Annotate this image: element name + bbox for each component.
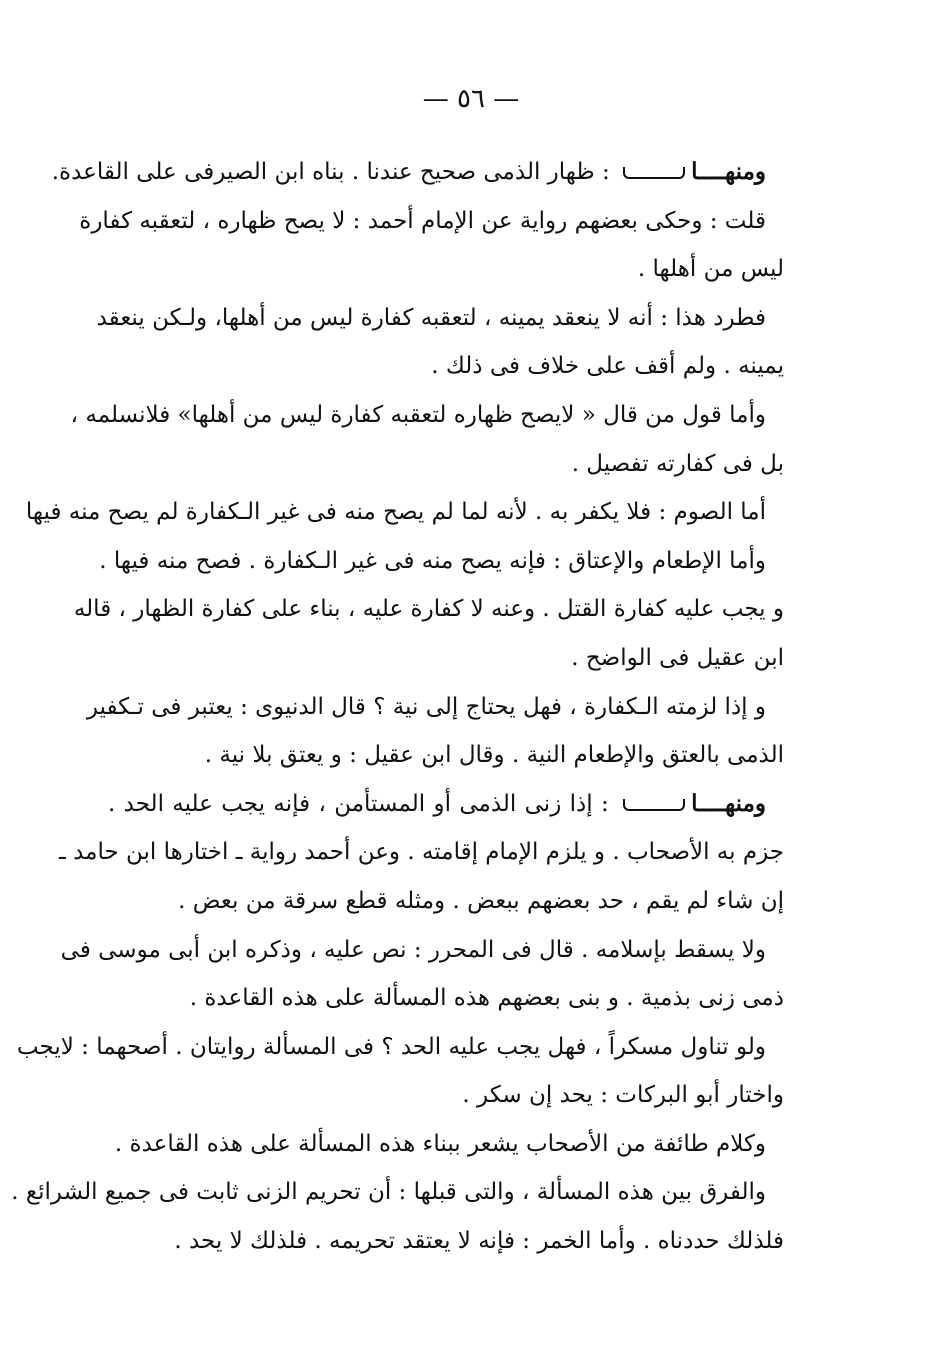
paragraph-line: إن شاء لم يقم ، حد بعضهم ببعض . ومثله قطع سرقة من بعض . [178, 887, 784, 914]
paragraph-line: وكلام طائفة من الأصحاب يشعر ببناء هذه المسألة على هذه القاعدة . [114, 1130, 766, 1157]
line-text: : ظهار الذمى صحيح عندنا . بناه ابن الصيرفى على القاعدة. [51, 159, 610, 185]
paragraph-line: بل فى كفارته تفصيل . [571, 450, 784, 477]
paragraph-line: ولا يسقط بإسلامه . قال فى المحرر : نص عليه ، وذكره ابن أبى موسى فى [60, 936, 766, 963]
paragraph-line: واختار أبو البركات : يحد إن سكر . [462, 1082, 784, 1109]
paragraph-line: فلذلك حددناه . وأما الخمر : فإنه لا يعتقد تحريمه . فلذلك لا يحد . [174, 1228, 784, 1255]
paragraph-line: ذمى زنى بذمية . و بنى بعضهم هذه المسألة على هذه القاعدة . [189, 985, 784, 1012]
paragraph-line: ولو تناول مسكراً ، فهل يجب عليه الحد ؟ فى المسألة روايتان . أصحهما : لايجب [16, 1033, 766, 1060]
paragraph-line: أما الصوم : فلا يكفر به . لأنه لما لم يصح منه فى غير الـكفارة لم يصح منه فيها [25, 499, 766, 526]
paragraph-line: ابن عقيل فى الواضح . [571, 644, 784, 671]
paragraph-line: وأما الإطعام والإعتاق : فإنه يصح منه فى غير الـكفارة . فصح منه فيها . [99, 547, 766, 574]
paragraph-line: جزم به الأصحاب . و يلزم الإمام إقامته . وعن أحمد رواية ـ اختارها ابن حامد ـ [59, 839, 784, 866]
paragraph-line [51, 148, 784, 197]
paragraph-line: والفرق بين هذه المسألة ، والتى قبلها : أن تحريم الزنى ثابت فى جميع الشرائع . [11, 1179, 766, 1206]
paragraph-line: و يجب عليه كفارة القتل . وعنه لا كفارة عليه ، بناء على كفارة الظهار ، قاله [73, 596, 784, 623]
paragraph-line: وأما قول من قال « لايصح ظهاره لتعقبه كفارة ليس من أهلها» فلانسلمه ، [70, 401, 766, 428]
paragraph-line: الذمى بالعتق والإطعام النية . وقال ابن عقيل : و يعتق بلا نية . [204, 742, 784, 769]
section-marker: ومنهــــا [691, 789, 766, 817]
section-marker: ومنهــــا [691, 158, 766, 185]
paragraph-line: قلت : وحكى بعضهم رواية عن الإمام أحمد : لا يصح ظهاره ، لتعقبه كفارة [79, 207, 766, 234]
page-number: — ٥٦ — [422, 84, 520, 114]
marker-rule [623, 799, 685, 811]
paragraph-line: يمينه . ولم أقف على خلاف فى ذلك . [431, 353, 784, 380]
paragraph-line: و إذا لزمته الـكفارة ، فهل يحتاج إلى نية ؟ قال الدنيوى : يعتبر فى تـكفير [86, 693, 766, 720]
marker-rule [623, 167, 685, 179]
paragraph-line: فطرد هذا : أنه لا ينعقد يمينه ، لتعقبه كفارة ليس من أهلها، ولـكن ينعقد [96, 304, 766, 331]
body-text [11, 148, 784, 1266]
paragraph-line [108, 780, 784, 829]
line-text: : إذا زنى الذمى أو المستأمن ، فإنه يجب عليه الحد . [108, 790, 609, 817]
paragraph-line: ليس من أهلها . [637, 256, 784, 283]
